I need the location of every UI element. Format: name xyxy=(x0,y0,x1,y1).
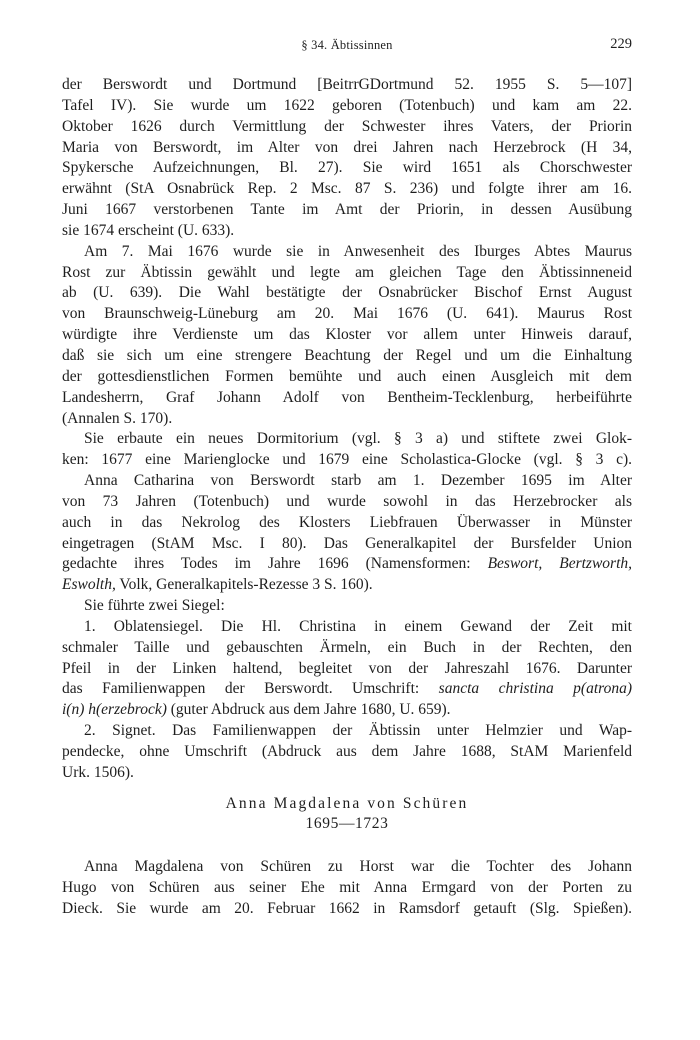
text-run: Pfeil in der Linken haltend, begleitet von der Jahreszahl 1676. Darunter xyxy=(62,659,632,677)
text-run: Urk. 1506). xyxy=(62,763,134,781)
text-run: (guter Abdruck aus dem Jahre 1680, U. 659). xyxy=(166,701,451,719)
page-number: 229 xyxy=(610,36,632,52)
italic-run: Eswolth, xyxy=(62,576,116,594)
text-run: erwähnt (StA Osnabrück Rep. 2 Msc. 87 S. 236) und folgte ihrer am 16. xyxy=(62,180,632,198)
text-line xyxy=(62,617,632,638)
running-head-title: § 34. Äbtissinnen xyxy=(301,38,393,52)
text-line xyxy=(62,638,632,659)
text-run: Juni 1667 verstorbenen Tante im Amt der Priorin, in dessen Ausübung xyxy=(62,201,632,219)
text-run: der gottesdienstlichen Formen bemühte und auch einen Ausgleich mit dem xyxy=(62,367,632,385)
text-run: der Berswordt und Dortmund [BeitrrGDortmund 52. 1955 S. 5—107] xyxy=(62,76,632,93)
text-line xyxy=(62,763,632,784)
italic-run: sancta christina p(atrona) xyxy=(438,680,632,698)
text-line xyxy=(62,138,632,159)
section-heading-name: Anna Magdalena von Schüren xyxy=(225,795,469,812)
text-line xyxy=(62,304,632,325)
text-line xyxy=(62,659,632,680)
text-run: Anna Magdalena von Schüren zu Horst war die Tochter des Johann xyxy=(84,858,632,875)
italic-run: i(n) h(erzebrock) xyxy=(62,701,167,719)
running-head xyxy=(62,38,632,58)
text-line xyxy=(62,534,632,555)
text-run: Spykersche Aufzeichnungen, Bl. 27). Sie wird 1651 als Chorschwester xyxy=(62,159,632,177)
italic-run: Beswort, Bertzworth, xyxy=(487,555,632,573)
text-line xyxy=(62,409,632,430)
text-line xyxy=(62,721,632,742)
text-line xyxy=(62,367,632,388)
text-run: Sie führte zwei Siegel: xyxy=(84,597,225,615)
text-run: Landesherrn, Graf Johann Adolf von Bentheim-Tecklenburg, herbeiführte xyxy=(62,388,632,406)
text-run: daß sie sich um eine strengere Beachtung der Regel und um die Einhaltung xyxy=(62,346,632,364)
text-line xyxy=(62,575,632,596)
text-run: auch in das Nekrolog des Klosters Liebfrauen Überwasser in Münster xyxy=(62,513,632,531)
section-heading xyxy=(62,795,632,833)
text-line xyxy=(62,158,632,179)
text-line xyxy=(62,325,632,346)
text-line xyxy=(62,96,632,117)
text-line xyxy=(62,179,632,200)
text-run: eingetragen (StAM Msc. I 80). Das Generalkapitel der Bursfelder Union xyxy=(62,534,632,552)
text-line xyxy=(62,513,632,534)
text-run: Anna Catharina von Berswordt starb am 1. Dezember 1695 im Alter xyxy=(84,472,632,490)
text-line xyxy=(62,283,632,304)
text-line xyxy=(62,679,632,700)
text-line xyxy=(62,492,632,513)
text-line xyxy=(62,554,632,575)
text-line xyxy=(62,75,632,96)
text-run: gedachte ihres Todes im Jahre 1696 (Namensformen: xyxy=(62,555,488,573)
section-text xyxy=(62,857,632,920)
body-text xyxy=(62,75,632,784)
text-run: 1. Oblatensiegel. Die Hl. Christina in einem Gewand der Zeit mit xyxy=(84,617,632,635)
text-line xyxy=(62,117,632,138)
text-line xyxy=(62,700,632,721)
text-line xyxy=(62,200,632,221)
text-run: Hugo von Schüren aus seiner Ehe mit Anna Ermgard von der Porten zu xyxy=(62,878,632,896)
text-run: das Familienwappen der Berswordt. Umschrift: xyxy=(62,680,439,698)
section-heading-years: 1695—1723 xyxy=(305,815,389,832)
text-line xyxy=(62,346,632,367)
text-line xyxy=(62,471,632,492)
text-line xyxy=(62,450,632,471)
text-run: von Braunschweig-Lüneburg am 20. Mai 1676 (U. 641). Maurus Rost xyxy=(62,305,632,323)
text-line xyxy=(62,899,632,920)
text-run: 2. Signet. Das Familienwappen der Äbtissin unter Helmzier und Wap- xyxy=(84,722,632,740)
text-run: Volk, Generalkapitels-Rezesse 3 S. 160). xyxy=(115,576,373,594)
text-run: Maria von Berswordt, im Alter von drei Jahren nach Herzebrock (H 34, xyxy=(62,138,632,156)
text-run: pendecke, ohne Umschrift (Abdruck aus dem Jahre 1688, StAM Marienfeld xyxy=(62,743,632,760)
text-run: (Annalen S. 170). xyxy=(62,409,173,427)
text-run: schmaler Taille und gebauschten Ärmeln, ein Buch in der Rechten, den xyxy=(62,638,632,656)
text-run: ab (U. 639). Die Wahl bestätigte der Osnabrücker Bischof Ernst August xyxy=(62,284,632,302)
text-line xyxy=(62,429,632,450)
text-run: Rost zur Äbtissin gewählt und legte am gleichen Tage den Äbtissinneneid xyxy=(62,263,632,281)
text-line xyxy=(62,388,632,409)
text-run: sie 1674 erscheint (U. 633). xyxy=(62,221,235,239)
text-line xyxy=(62,263,632,284)
text-line xyxy=(62,857,632,878)
text-run: Dieck. Sie wurde am 20. Februar 1662 in Ramsdorf getauft (Slg. Spießen). xyxy=(62,899,632,917)
text-line xyxy=(62,878,632,899)
text-line xyxy=(62,242,632,263)
text-run: würdigte ihre Verdienste um das Kloster vor allem unter Hinweis darauf, xyxy=(62,326,632,344)
text-run: Sie erbaute ein neues Dormitorium (vgl. § 3 a) und stiftete zwei Glok- xyxy=(84,430,632,448)
text-run: Oktober 1626 durch Vermittlung der Schwester ihres Vaters, der Priorin xyxy=(62,117,632,135)
text-line xyxy=(62,221,632,242)
text-run: Am 7. Mai 1676 wurde sie in Anwesenheit des Iburges Abtes Maurus xyxy=(84,242,632,260)
text-line xyxy=(62,596,632,617)
text-line xyxy=(62,742,632,763)
text-run: von 73 Jahren (Totenbuch) und wurde sowohl in das Herzebrocker als xyxy=(62,492,632,510)
text-run: ken: 1677 eine Marienglocke und 1679 eine Scholastica-Glocke (vgl. § 3 c). xyxy=(62,451,632,469)
text-run: Tafel IV). Sie wurde um 1622 geboren (Totenbuch) und kam am 22. xyxy=(62,96,632,114)
